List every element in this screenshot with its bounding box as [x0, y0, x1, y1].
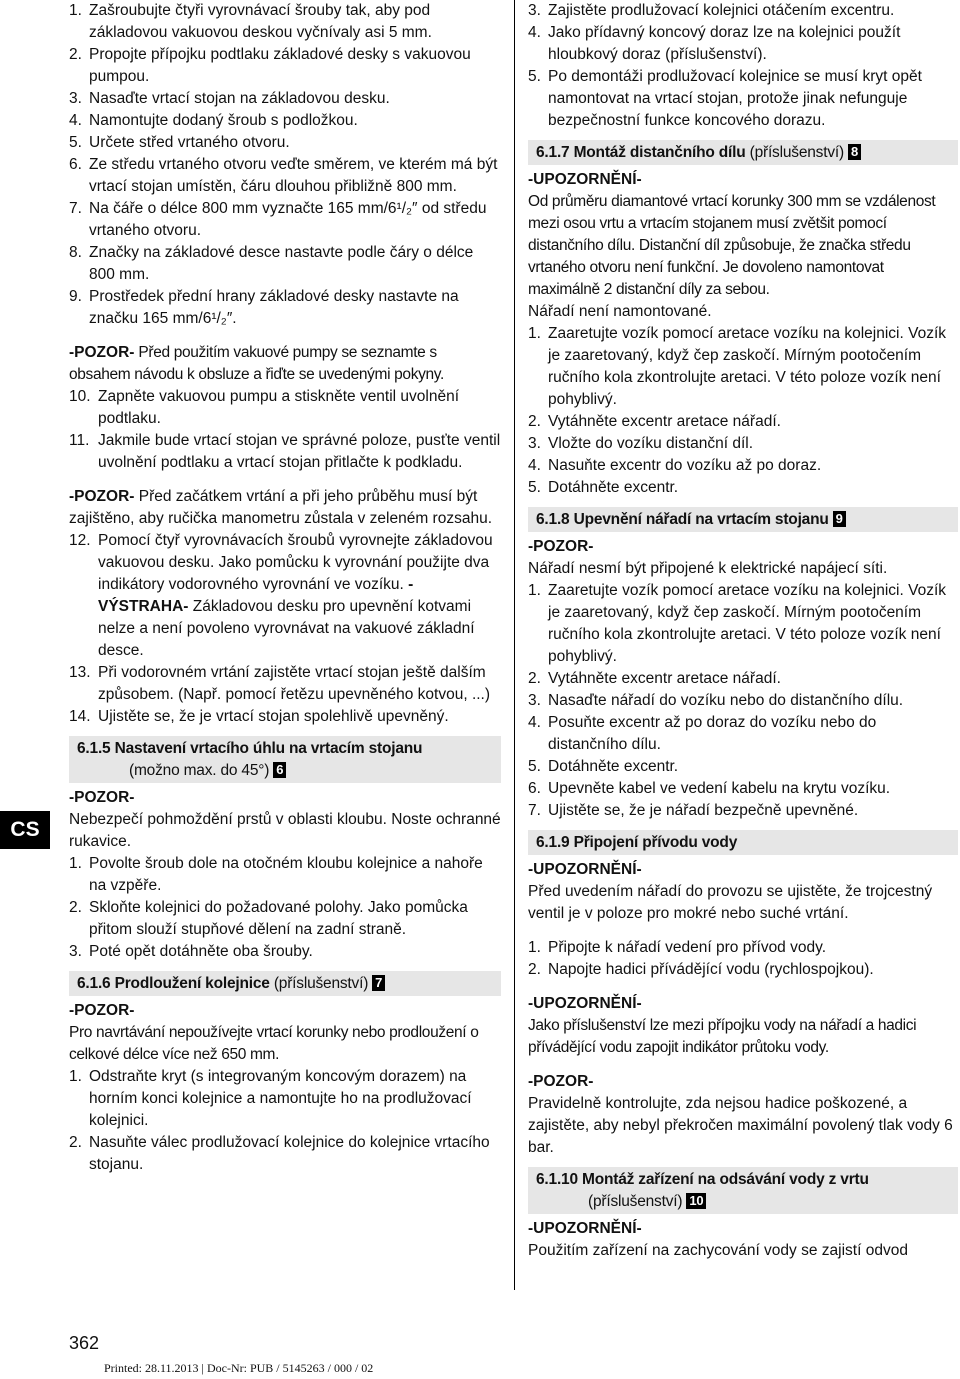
step-number: 5.	[528, 479, 541, 496]
pozor-text: Před začátkem vrtání a při jeho průběhu musí být zajištěno, aby ručička manometru zůstala v zeleném rozsahu.	[69, 488, 493, 527]
section-title: 6.1.6 Prodloužení kolejnice	[77, 975, 270, 992]
section-note: (příslušenství)	[745, 144, 844, 161]
step-text: Zaaretujte vozík pomocí aretace vozíku na kolejnici. Vozík je zaaretovaný, když čep zaskočí. Mírným pootočením ručního kola zkontrolujte aretaci. V této poloze vozík není pohyblivý.	[548, 582, 947, 665]
step-text: Napojte hadici přívádějící vodu (rychlospojkou).	[548, 961, 874, 978]
list-item	[69, 662, 501, 706]
step-number: 10.	[69, 388, 91, 405]
steps-list-6-1-7	[528, 323, 958, 499]
step-number: 12.	[69, 532, 91, 549]
step-text: Připojte k nářadí vedení pro přívod vody.	[548, 939, 827, 956]
list-item	[528, 66, 958, 132]
step-text: Ze středu vrtaného otvoru veďte směrem, ve kterém má být vrtací stojan umístěn, čáru dlouhou přibližně 800 mm.	[89, 156, 498, 195]
list-item	[69, 286, 501, 330]
step-number: 6.	[528, 780, 541, 797]
step-number: 3.	[69, 90, 82, 107]
pozor-note-1	[69, 342, 501, 386]
step-number: 2.	[69, 899, 82, 916]
pozor-note-2	[69, 486, 501, 530]
step-number: 3.	[528, 435, 541, 452]
note-text: Nářadí není namontované.	[528, 303, 712, 320]
step-number: 4.	[528, 24, 541, 41]
list-item	[69, 132, 501, 154]
notice-text: Před uvedením nářadí do provozu se ujistěte, že trojcestný ventil je v poloze pro mokré nebo suché vrtání.	[528, 883, 933, 922]
pozor-text: Pro navrtávání nepoužívejte vrtací korunky nebo prodloužení o celkové délce více než 650 mm.	[69, 1024, 479, 1063]
list-item	[69, 0, 501, 44]
step-number: 8.	[69, 244, 82, 261]
step-text: Povolte šroub dole na otočném kloubu kolejnice a nahoře na vzpěře.	[89, 855, 483, 894]
step-text: Prostředek přední hrany základové desky nastavte na značku 165 mm/6¹/₂″.	[89, 288, 459, 327]
step-text: Při vodorovném vrtání zajistěte vrtací stojan ještě dalším způsobem. (Např. pomocí řetězu upevněného kotvou, ...)	[98, 664, 491, 703]
steps-list-b	[69, 386, 501, 474]
list-item	[69, 897, 501, 941]
list-item	[69, 44, 501, 88]
right-column	[528, 0, 958, 1262]
list-item	[69, 941, 501, 963]
step-text: Upevněte kabel ve vedení kabelu na krytu vozíku.	[548, 780, 891, 797]
list-item	[69, 386, 501, 430]
warning-text: Základovou desku pro upevnění kotvami nelze a není povoleno vyrovnávat na vakuové základní desce.	[98, 598, 475, 659]
list-item	[528, 778, 958, 800]
list-item	[528, 477, 958, 499]
step-number: 2.	[528, 670, 541, 687]
figure-number-badge: 9	[833, 511, 846, 527]
pozor-label: -POZOR-	[528, 1073, 594, 1090]
list-item	[69, 706, 501, 728]
section-title: 6.1.10 Montáž zařízení na odsávání vody z vrtu	[536, 1171, 869, 1188]
step-text: Vytáhněte excentr aretace nářadí.	[548, 670, 781, 687]
steps-list-6-1-8	[528, 580, 958, 822]
pozor-label: -POZOR-	[69, 488, 135, 505]
step-number: 5.	[528, 758, 541, 775]
figure-number-badge: 10	[686, 1193, 706, 1209]
list-item	[528, 756, 958, 778]
step-number: 7.	[69, 200, 82, 217]
step-text: Značky na základové desce nastavte podle čáry o délce 800 mm.	[89, 244, 474, 283]
figure-number-badge: 8	[848, 144, 861, 160]
list-item	[528, 323, 958, 411]
list-item	[528, 800, 958, 822]
figure-number-badge: 7	[372, 975, 385, 991]
section-heading-6-1-7	[528, 140, 958, 165]
section-heading-6-1-8	[528, 507, 958, 532]
list-item	[69, 242, 501, 286]
pozor-label: -POZOR-	[69, 1002, 135, 1019]
step-number: 1.	[69, 2, 82, 19]
print-footer: Printed: 28.11.2013 | Doc-Nr: PUB / 5145263 / 000 / 02	[104, 1361, 374, 1375]
list-item	[528, 0, 958, 22]
step-number: 1.	[69, 1068, 82, 1085]
step-text: Ujistěte se, že je vrtací stojan spolehlivě upevněný.	[98, 708, 449, 725]
notice-text: Od průměru diamantové vrtací korunky 300 mm se vzdálenost mezi osou vrtu a vrtacím stojanem musí zvětšit pomocí distančního dílu. Distanční díl způsobuje, že značka středu vrtaného otvoru není funkční. Je dovoleno namontovat maximálně 2 distanční díly za sebou.	[528, 193, 936, 298]
pozor-label: -POZOR-	[69, 789, 135, 806]
step-number: 3.	[528, 692, 541, 709]
list-item	[528, 455, 958, 477]
language-tab: CS	[0, 811, 50, 849]
steps-list-a	[69, 0, 501, 330]
list-item	[528, 22, 958, 66]
steps-list-c	[69, 662, 501, 728]
list-item	[69, 198, 501, 242]
step-text: Dotáhněte excentr.	[548, 479, 679, 496]
step-number: 2.	[69, 1134, 82, 1151]
pozor-text: Před použitím vakuové pumpy se seznamte s obsahem návodu k obsluze a řiďte se uvedenými pokyny.	[69, 344, 444, 383]
step-text: Zajistěte prodlužovací kolejnici otáčením excentru.	[548, 2, 895, 19]
step-number: 2.	[528, 413, 541, 430]
step-text: Odstraňte kryt (s integrovaným koncovým dorazem) na horním konci kolejnice a namontujte ho na prodlužovací kolejnici.	[89, 1068, 472, 1129]
step-number: 3.	[69, 943, 82, 960]
notice-text: Jako příslušenství lze mezi přípojku vody na nářadí a hadici přívádějící vodu zapojit indikátor průtoku vody.	[528, 1017, 917, 1056]
list-item	[528, 959, 958, 981]
step-text: Nasaďte nářadí do vozíku nebo do distančního dílu.	[548, 692, 904, 709]
step-number: 3.	[528, 2, 541, 19]
step-text: Vytáhněte excentr aretace nářadí.	[548, 413, 781, 430]
step-text: Nasuňte excentr do vozíku až po doraz.	[548, 457, 822, 474]
step-number: 4.	[528, 714, 541, 731]
step-text: Zapněte vakuovou pumpu a stiskněte ventil uvolnění podtlaku.	[98, 388, 460, 427]
list-item	[528, 433, 958, 455]
step-number: 9.	[69, 288, 82, 305]
step-text: Po demontáži prodlužovací kolejnice se musí kryt opět namontovat na vrtací stojan, protože jinak nefunguje bezpečnostní funkce koncového dorazu.	[548, 68, 922, 129]
steps-list-6-1-5	[69, 853, 501, 963]
section-title: 6.1.9 Připojení přívodu vody	[536, 834, 738, 851]
list-item	[528, 668, 958, 690]
list-item	[69, 853, 501, 897]
pozor-text: Nářadí nesmí být připojené k elektrické napájecí síti.	[528, 560, 888, 577]
step-number: 5.	[69, 134, 82, 151]
step-text: Poté opět dotáhněte oba šrouby.	[89, 943, 313, 960]
steps-list-6-1-6	[69, 1066, 501, 1176]
section-title: 6.1.5 Nastavení vrtacího úhlu na vrtacím stojanu	[77, 740, 423, 757]
list-item	[69, 430, 501, 474]
notice-label: -UPOZORNĚNÍ-	[528, 861, 642, 878]
notice-label: -UPOZORNĚNÍ-	[528, 1220, 642, 1237]
step-number: 1.	[528, 325, 541, 342]
step-12	[69, 530, 501, 662]
list-item	[69, 110, 501, 132]
notice-label: -UPOZORNĚNÍ-	[528, 995, 642, 1012]
step-number: 1.	[528, 582, 541, 599]
section-note: (příslušenství)	[269, 975, 369, 992]
step-text: Jako přídavný koncový doraz lze na kolejnici použít hloubkový doraz (příslušenství).	[548, 24, 901, 63]
list-item	[69, 88, 501, 110]
step-text: Jakmile bude vrtací stojan ve správné poloze, pusťte ventil uvolnění podtlaku a vrtací stojan přitlačte k podkladu.	[98, 432, 501, 471]
list-item	[69, 154, 501, 198]
step-text: Posuňte excentr až po doraz do vozíku nebo do distančního dílu.	[548, 714, 877, 753]
step-number: 1.	[69, 855, 82, 872]
pozor-label: -POZOR-	[69, 344, 135, 361]
step-text: Na čáře o délce 800 mm vyznačte 165 mm/6¹/₂″ od středu vrtaného otvoru.	[89, 200, 487, 239]
steps-list-top	[528, 0, 958, 132]
step-text: Ujistěte se, že je nářadí bezpečně upevněné.	[548, 802, 859, 819]
list-item	[528, 411, 958, 433]
step-number: 7.	[528, 802, 541, 819]
notice-text: Použitím zařízení na zachycování vody se zajistí odvod	[528, 1242, 908, 1259]
page-number: 362	[69, 1333, 100, 1353]
step-number: 14.	[69, 708, 91, 725]
step-number: 4.	[528, 457, 541, 474]
list-item	[528, 580, 958, 668]
pozor-text: Pravidelně kontrolujte, zda nejsou hadice poškozené, a zajistěte, aby nebyl překročen maximální povolený tlak vody 6 bar.	[528, 1095, 953, 1156]
step-number: 2.	[69, 46, 82, 63]
step-text: Zašroubujte čtyři vyrovnávací šrouby tak, aby pod základovou vakuovou deskou vyčnívaly asi 5 mm.	[89, 2, 432, 41]
step-text: Propojte přípojku podtlaku základové desky s vakuovou pumpou.	[89, 46, 471, 85]
warning-label: -VÝSTRAHA-	[98, 576, 414, 615]
section-title: 6.1.7 Montáž distančního dílu	[536, 144, 746, 161]
step-text: Zaaretujte vozík pomocí aretace vozíku na kolejnici. Vozík je zaaretovaný, když čep zaskočí. Mírným pootočením ručního kola zkontrolujte aretaci. V této poloze vozík není pohyblivý.	[548, 325, 947, 408]
list-item	[69, 1132, 501, 1176]
step-text: Pomocí čtyř vyrovnávacích šroubů vyrovnejte základovou vakuovou desku. Jako pomůcku k vyrovnání použijte dva indikátory vodorovného vyrovnání ve vozíku.	[98, 532, 493, 593]
step-text: Nasuňte válec prodlužovací kolejnice do kolejnice vrtacího stojanu.	[89, 1134, 490, 1173]
section-heading-6-1-9	[528, 830, 958, 855]
step-text: Dotáhněte excentr.	[548, 758, 679, 775]
step-number: 4.	[69, 112, 82, 129]
step-text: Nasaďte vrtací stojan na základovou desku.	[89, 90, 390, 107]
step-number: 5.	[528, 68, 541, 85]
step-text: Vložte do vozíku distanční díl.	[548, 435, 754, 452]
left-column	[69, 0, 501, 1176]
section-subtitle: (příslušenství)	[588, 1193, 683, 1210]
step-text: Určete střed vrtaného otvoru.	[89, 134, 290, 151]
step-number: 13.	[69, 664, 91, 681]
section-subtitle: (možno max. do 45°)	[129, 762, 270, 779]
notice-label: -UPOZORNĚNÍ-	[528, 171, 642, 188]
step-text: Skloňte kolejnici do požadované polohy. Jako pomůcka přitom slouží stupňové dělení na zadní straně.	[89, 899, 468, 938]
pozor-text: Nebezpečí pohmoždění prstů v oblasti kloubu. Noste ochranné rukavice.	[69, 811, 501, 850]
section-title: 6.1.8 Upevnění nářadí na vrtacím stojanu	[536, 511, 829, 528]
section-heading-6-1-5	[69, 736, 501, 783]
step-number: 11.	[69, 432, 90, 449]
pozor-label: -POZOR-	[528, 538, 594, 555]
column-divider	[514, 0, 515, 1290]
section-heading-6-1-6	[69, 971, 501, 996]
figure-number-badge: 6	[273, 762, 286, 778]
list-item	[528, 690, 958, 712]
section-heading-6-1-10	[528, 1167, 958, 1214]
step-text: Namontujte dodaný šroub s podložkou.	[89, 112, 358, 129]
list-item	[69, 1066, 501, 1132]
steps-list-6-1-9	[528, 937, 958, 981]
step-number: 2.	[528, 961, 541, 978]
list-item	[528, 937, 958, 959]
step-number: 1.	[528, 939, 541, 956]
step-number: 6.	[69, 156, 82, 173]
list-item	[528, 712, 958, 756]
